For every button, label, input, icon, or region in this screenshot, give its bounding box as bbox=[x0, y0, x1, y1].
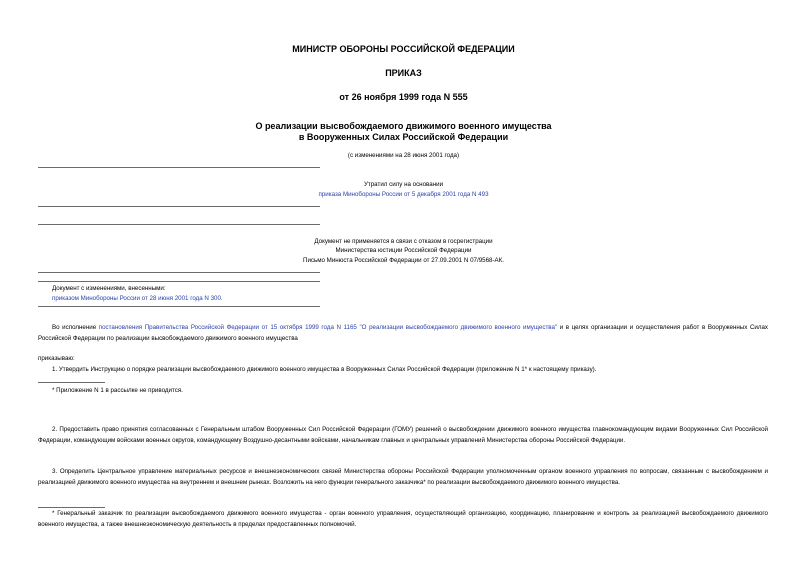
footnote-2-paragraph bbox=[38, 509, 768, 530]
footnote-2: * Генеральный заказчик по реализации высвобождаемого движимого военного имущества - орган военного управления, осуществляющий организацию, координацию, планирование и контроль за реализацией высвобождаемого движимого военного имущества, а также внешнеэкономическую деятельность в пределах предоставленных полномочий. bbox=[38, 510, 768, 528]
lost-force-link[interactable]: приказа Минобороны России от 5 декабря 2001 года N 493 bbox=[318, 191, 489, 198]
not-applied-line3: Письмо Минюста Российской Федерации от 27.09.2001 N 07/9568-АК. bbox=[303, 257, 504, 264]
intro-paragraph bbox=[38, 323, 768, 344]
divider bbox=[38, 281, 320, 282]
document-title-line2: в Вооруженных Силах Российской Федерации bbox=[298, 132, 509, 142]
item-3-paragraph bbox=[38, 467, 768, 488]
document-date-number: от 26 ноября 1999 года N 555 bbox=[339, 92, 468, 102]
divider bbox=[38, 206, 320, 207]
order-word: приказываю: bbox=[38, 355, 75, 362]
footnote-divider bbox=[38, 382, 105, 383]
footnote-divider bbox=[38, 507, 105, 508]
document-title-line1: О реализации высвобождаемого движимого военного имущества bbox=[255, 121, 552, 131]
footnote-1: * Приложение N 1 в рассылке не приводится. bbox=[52, 387, 183, 394]
amendments-note: (с изменениями на 28 июня 2001 года) bbox=[347, 152, 460, 159]
government-decree-link[interactable]: постановления Правительства Российской Федерации от 15 октября 1999 года N 1165 "О реализации высвобождаемого движимого военного имущества" bbox=[98, 324, 558, 331]
ministry-heading: МИНИСТР ОБОРОНЫ РОССИЙСКОЙ ФЕДЕРАЦИИ bbox=[292, 44, 515, 54]
item-1: 1. Утвердить Инструкцию о порядке реализации высвобождаемого движимого военного имущества в Вооруженных Силах Российской Федерации (приложение N 1* к настоящему приказу). bbox=[52, 366, 597, 373]
item-2-paragraph bbox=[38, 425, 768, 446]
not-applied-line1: Документ не применяется в связи с отказом в госрегистрации bbox=[314, 238, 493, 245]
intro-prefix: Во исполнение bbox=[52, 324, 99, 331]
intro-suffix: и в целях организации и осуществления работ в Вооруженных Силах Российской Федерации по реализации высвобождаемого движимого военного имущества bbox=[38, 324, 769, 342]
item-2: 2. Предоставить право принятия согласованных с Генеральным штабом Вооруженных Сил Российской Федерации (ГОМУ) решений о высвобождении движимого военного имущества главнокомандующим видами Вооруженных Сил Российской Федерации, командующим войсками военных округов, командующему Воздушно-десантными войсками, начальникам главных и центральных управлений Министерства обороны Российской Федерации. bbox=[38, 426, 768, 444]
divider bbox=[38, 272, 320, 273]
divider bbox=[38, 167, 320, 168]
divider bbox=[38, 224, 320, 225]
changes-link[interactable]: приказом Минобороны России от 28 июня 2001 года N 300. bbox=[52, 295, 223, 302]
document-type: ПРИКАЗ bbox=[385, 68, 422, 78]
divider bbox=[38, 306, 320, 307]
not-applied-line2: Министерства юстиции Российской Федерации bbox=[335, 247, 472, 254]
lost-force-label: Утратил силу на основании bbox=[363, 181, 444, 188]
changes-label: Документ с изменениями, внесенными: bbox=[52, 285, 166, 292]
item-3: 3. Определить Центральное управление материальных ресурсов и внешнеэкономических связей Министерства обороны Российской Федерации уполномоченным органом военного управления по вопросам, связанным с высвобождением и реализацией движимого военного имущества на внутреннем и внешнем рынках. Возложить на него функции генерального заказчика* по реализации высвобождаемого движимого военного имущества. bbox=[38, 468, 768, 486]
